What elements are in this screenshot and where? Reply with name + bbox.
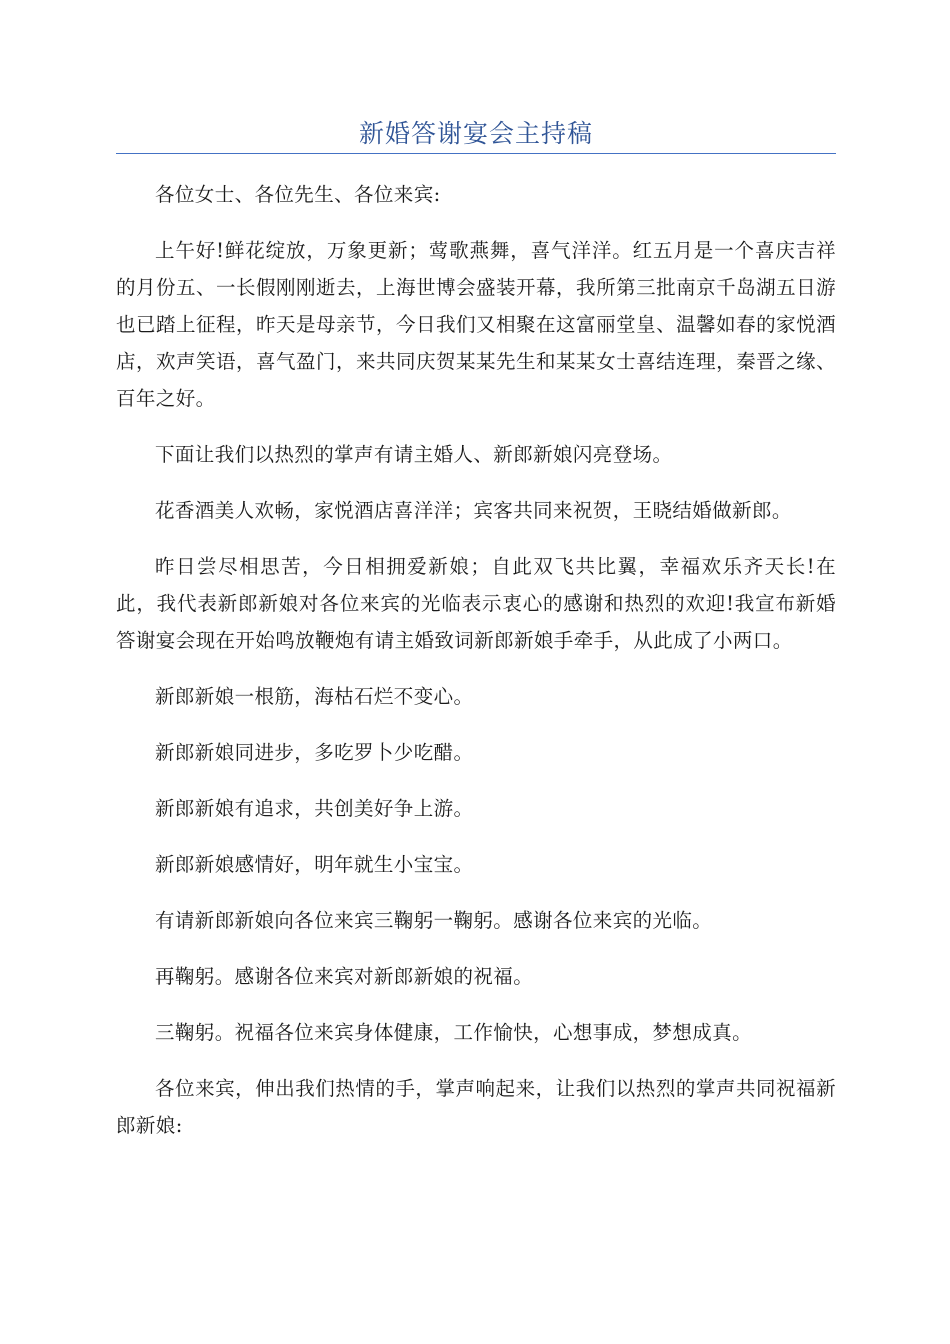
paragraph-bow-2: 再鞠躬。感谢各位来宾对新郎新娘的祝福。 <box>155 965 534 988</box>
paragraph-blessing-1: 新郎新娘一根筋，海枯石烂不变心。 <box>155 685 474 708</box>
paragraph-verse-2: 昨日尝尽相思苦，今日相拥爱新娘；自此双飞共比翼，幸福欢乐齐天长!在此，我代表新郎新娘对各位来宾的光临表示衷心的感谢和热烈的欢迎!我宣布新婚答谢宴会现在开始鸣放鞭炮有请主婚致词新郎新娘手牵手，从此成了小两口。 <box>116 555 836 652</box>
title-underline <box>116 153 836 154</box>
paragraph-blessing-4: 新郎新娘感情好，明年就生小宝宝。 <box>155 853 474 876</box>
paragraph-bow-3: 三鞠躬。祝福各位来宾身体健康，工作愉快，心想事成，梦想成真。 <box>155 1021 753 1044</box>
paragraph-greeting: 各位女士、各位先生、各位来宾: <box>155 183 441 206</box>
paragraph-blessing-3: 新郎新娘有追求，共创美好争上游。 <box>155 797 474 820</box>
paragraph-verse-1: 花香酒美人欢畅，家悦酒店喜洋洋；宾客共同来祝贺，王晓结婚做新郎。 <box>155 499 792 522</box>
document-body <box>116 176 836 1163</box>
paragraph-blessing-2: 新郎新娘同进步，多吃罗卜少吃醋。 <box>155 741 474 764</box>
paragraph-invite: 下面让我们以热烈的掌声有请主婚人、新郎新娘闪亮登场。 <box>155 443 673 466</box>
paragraph-opening: 上午好!鲜花绽放，万象更新；莺歌燕舞，喜气洋洋。红五月是一个喜庆吉祥的月份五、一长假刚刚逝去，上海世博会盛装开幕，我所第三批南京千岛湖五日游也已踏上征程，昨天是母亲节，今日我们又相聚在这富丽堂皇、温馨如春的家悦酒店，欢声笑语，喜气盈门，来共同庆贺某某先生和某某女士喜结连理，秦晋之缘、百年之好。 <box>116 239 836 410</box>
document-title: 新婚答谢宴会主持稿 <box>358 119 593 148</box>
paragraph-closing: 各位来宾，伸出我们热情的手，掌声响起来，让我们以热烈的掌声共同祝福新郎新娘: <box>116 1077 836 1137</box>
paragraph-bow-1: 有请新郎新娘向各位来宾三鞠躬一鞠躬。感谢各位来宾的光临。 <box>155 909 713 932</box>
